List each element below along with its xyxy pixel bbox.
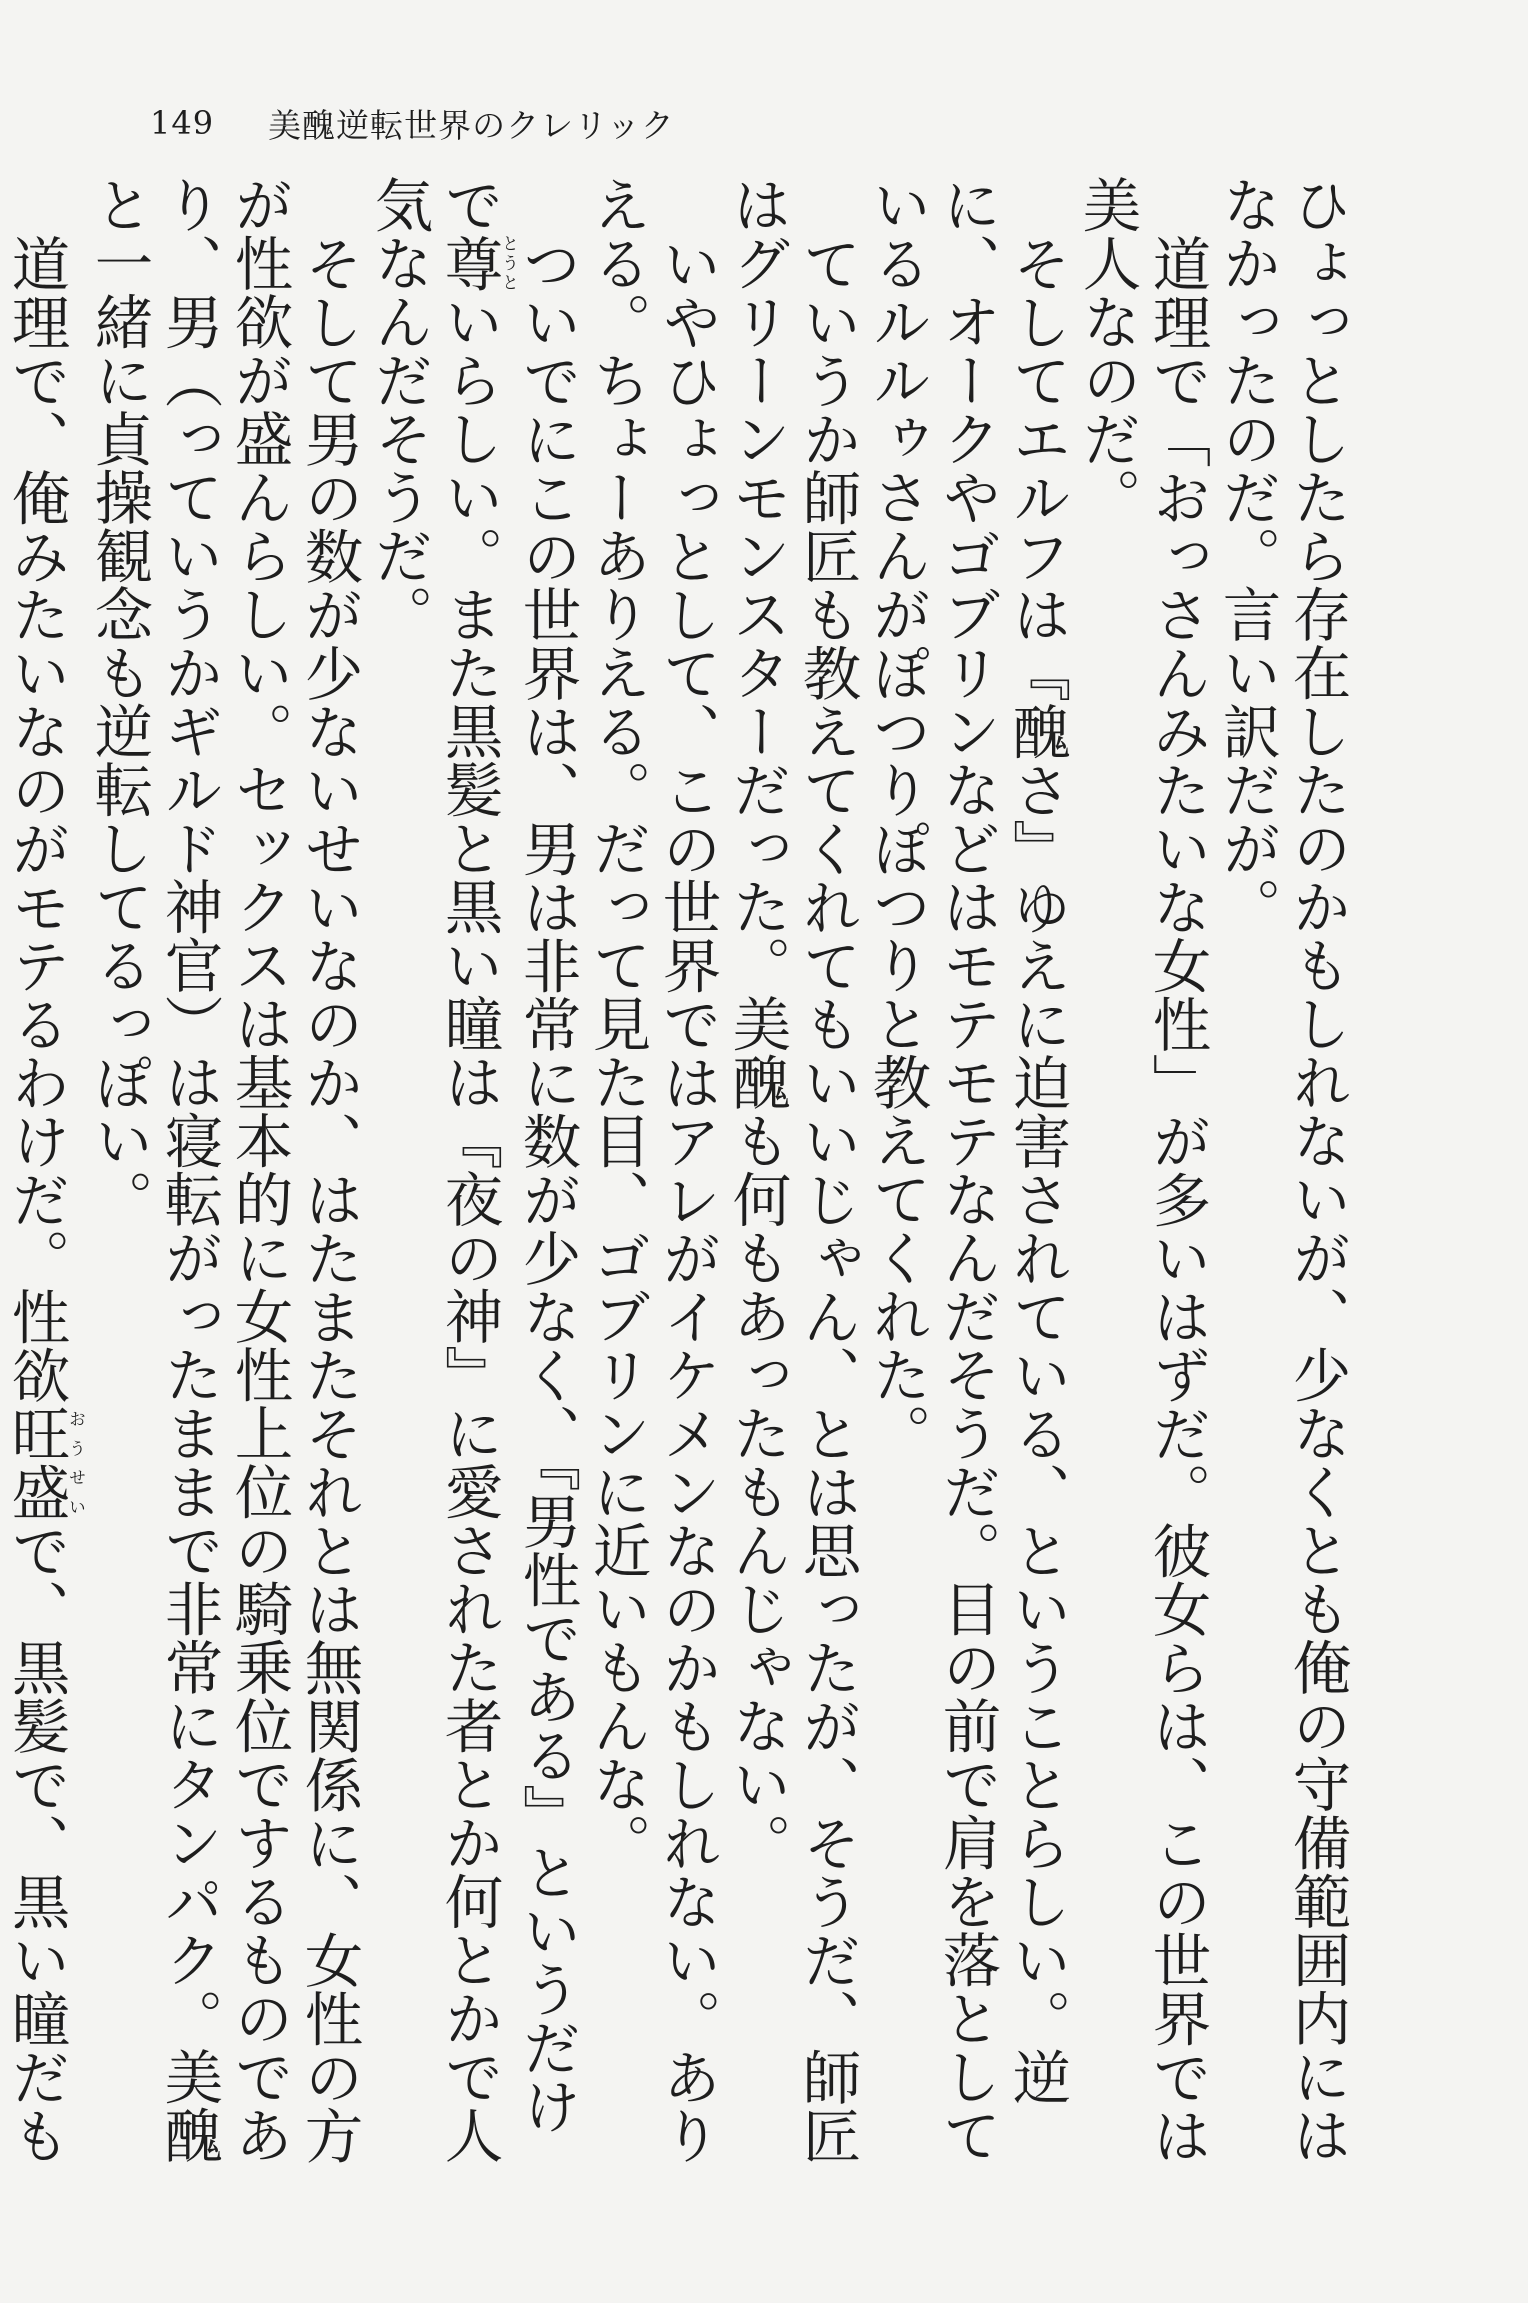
paragraph-3: そしてエルフは『醜さ』ゆえに迫害されている、ということらしい。逆に、オークやゴブリンなどはモテモテなんだそうだ。目の前で肩を落としているルルゥさんがぽつりぽつりと教えてくれた。 [863, 175, 1071, 2164]
paragraph-6 [364, 175, 582, 2165]
p6-before-ruby: ついでにこの世界は、男は非常に数が少なく、『男性である』というだけで [435, 175, 581, 2135]
page-number: 149 [150, 104, 215, 142]
ruby-ousei: 旺盛おうせい [2, 1403, 85, 1521]
paragraph-5: いやひょっとして、この世界ではアレがイケメンなのかもしれない。ありえる。ちょーありえる。だって見た目、ゴブリンに近いもんな。 [583, 175, 721, 2164]
p6-after-ruby: いらしい。また黒髪と黒い瞳は『夜の神』に愛された者とか何とかで人気なんだそうだ。 [365, 175, 503, 2164]
paragraph-2: 道理で「おっさんみたいな女性」が多いはずだ。彼女らは、この世界では美人なのだ。 [1073, 175, 1211, 2164]
ruby-touto: 尊とうと [435, 233, 518, 292]
paragraph-7: そして男の数が少ないせいなのか、はたまたそれとは無関係に、女性の方が性欲が盛んらしい。セックスは基本的に女性上位の騎乗位でするものであり、男（っていうかギルド神官）は寝転がったままで非常にタンパク。美醜と一緒に貞操観念も逆転してるっぽい。 [85, 175, 363, 2164]
paragraph-4: ていうか師匠も教えてくれてもいいじゃん、とは思ったが、そうだ、師匠はグリーンモンスターだった。美醜も何もあったもんじゃない。 [723, 175, 861, 2164]
p8-before-ruby: 道理で、俺みたいなのがモテるわけだ。性欲 [2, 233, 70, 1404]
vertical-body-text [2, 175, 1352, 2165]
p8-after-ruby: で、黒髪で、黒い瞳だも [2, 1520, 70, 2164]
page-header [150, 98, 675, 148]
paragraph-1: ひょっとしたら存在したのかもしれないが、少なくとも俺の守備範囲内にはなかったのだ。言い訳だが。 [1213, 175, 1351, 2164]
running-title: 美醜逆転世界のクレリック [268, 105, 675, 145]
paragraph-8 [0, 175, 84, 2165]
